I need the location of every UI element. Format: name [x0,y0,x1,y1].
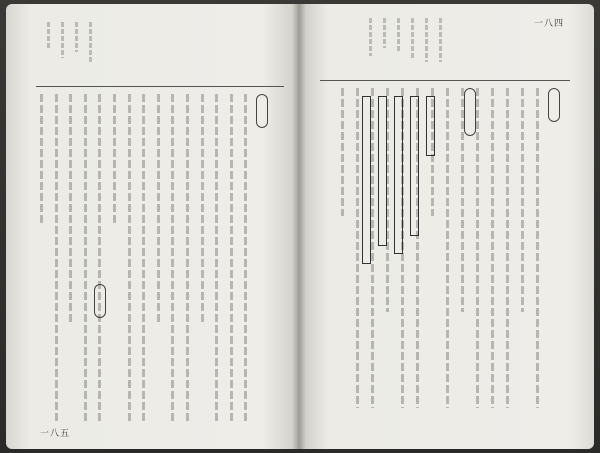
text-column [51,94,63,424]
page-number: 一八五 [40,429,71,439]
text-column [226,94,238,424]
text-column [427,88,439,408]
text-column [153,94,165,424]
text-column [182,94,194,424]
text-column [138,94,150,424]
top-note [74,22,80,52]
header-rule [36,86,284,87]
text-columns [328,88,544,408]
text-column [472,88,484,408]
text-column [80,94,92,424]
top-note [46,22,52,50]
text-column [442,88,454,408]
page-number: 一八四 [533,19,564,29]
top-note [424,18,430,62]
section-heading [548,88,560,122]
text-columns [36,94,252,424]
text-column [240,94,252,424]
text-column [352,88,364,408]
text-column [167,94,179,424]
text-column [36,94,48,424]
text-column [94,94,106,424]
text-column [382,88,394,408]
top-note [382,18,388,48]
top-note [438,18,444,62]
text-column [197,94,209,424]
top-note [410,18,416,58]
right-top-notes [368,18,444,62]
text-column [109,94,121,424]
text-column [337,88,349,408]
text-column [517,88,529,408]
top-note [368,18,374,56]
text-column [487,88,499,408]
top-note [88,22,94,62]
text-column [397,88,409,408]
text-column [457,88,469,408]
text-column [367,88,379,408]
text-column [211,94,223,424]
text-column [502,88,514,408]
open-book [6,4,594,449]
right-page [298,4,594,449]
top-note [60,22,66,58]
text-column [532,88,544,408]
header-rule [320,80,570,81]
section-heading [256,94,268,128]
text-column [412,88,424,408]
left-page [6,4,298,449]
top-note [396,18,402,52]
left-top-notes [46,22,94,62]
text-column [65,94,77,424]
text-column [124,94,136,424]
